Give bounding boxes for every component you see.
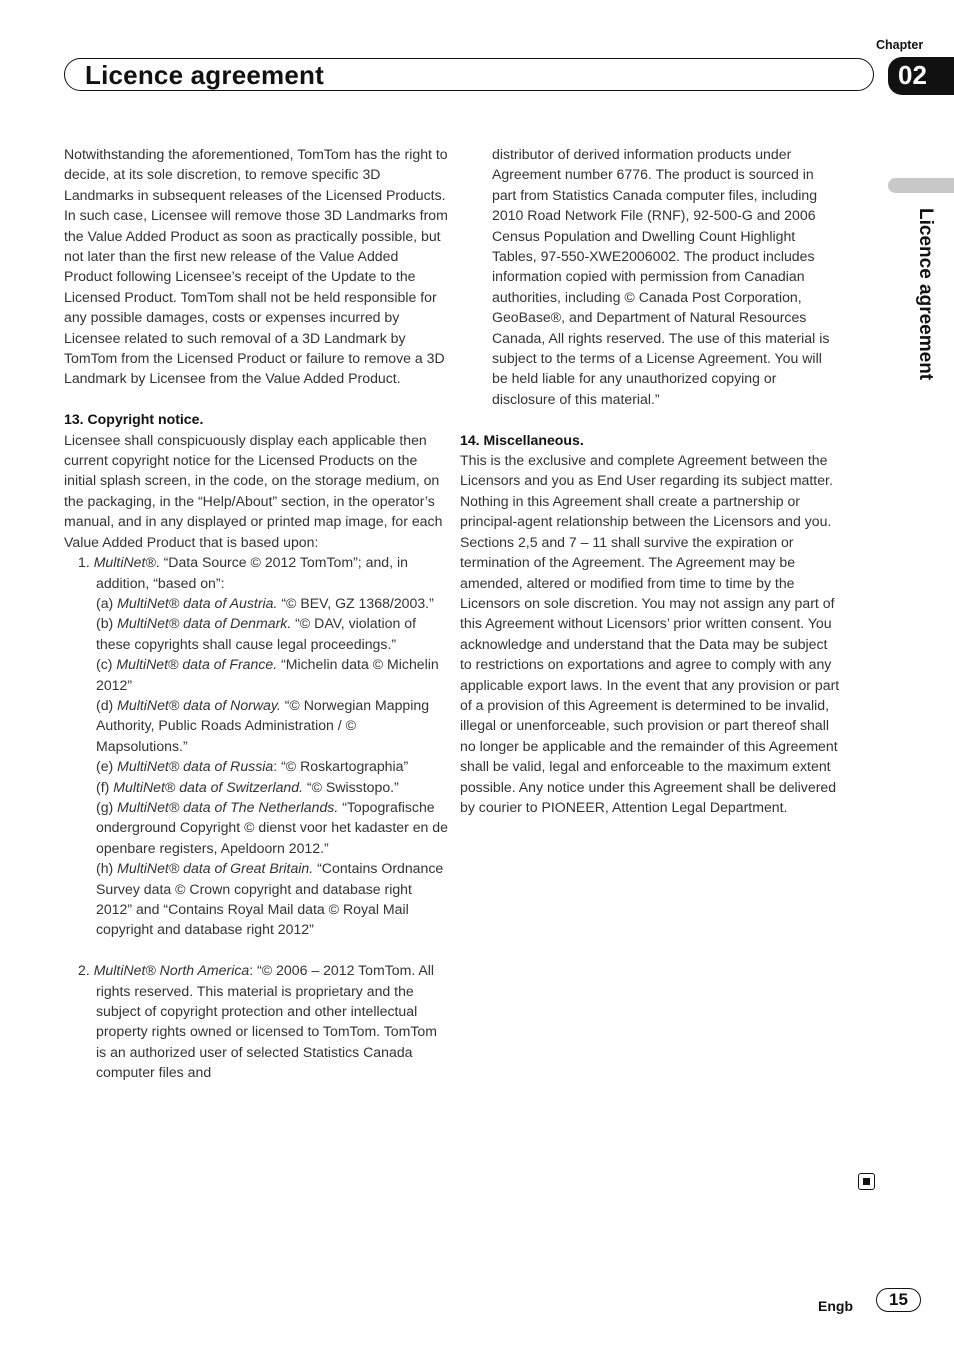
list-item-1-text: . “Data Source © 2012 TomTom”; and, in addition, “based on”:: [96, 554, 408, 591]
end-of-section-icon: [858, 1173, 875, 1190]
chapter-label: Chapter: [876, 38, 924, 52]
subitem-e: (e) MultiNet® data of Russia: “© Roskartographia”: [96, 758, 409, 775]
subitem-a: (a) MultiNet® data of Austria. “© BEV, GZ 1368/2003.”: [96, 594, 434, 611]
item-2-continuation: distributor of derived information products under Agreement number 6776. The product is sourced in part from Statistics Canada computer files, including 2010 Road Network File (RNF), 92-500-G and 2006 Census Population and Dwelling Count Highlight Tables, 97-550-XWE2006002. The product includes information copied with permission from Canadian authorities, including © Canada Post Corporation, GeoBase®, and Department of Natural Resources Canada, All rights reserved. The use of this material is subject to the terms of a License Agreement. You will be held liable for any unauthorized copying or disclosure of this material.”: [492, 146, 830, 407]
subitem-h: (h) MultiNet® data of Great Britain. “Contains Ordnance Survey data © Crown copyright and database right 2012” and “Contains Royal Mail data © Royal Mail copyright and database right 2012”: [96, 860, 444, 938]
right-column: [460, 144, 840, 817]
subitem-d: (d) MultiNet® data of Norway. “© Norwegian Mapping Authority, Public Roads Administration / © Mapsolutions.”: [96, 696, 430, 754]
section-13-body: Licensee shall conspicuously display each applicable then current copyright notice for the Licensed Products on the initial splash screen, in the code, on the storage medium, on the packaging, in the “Help/About” section, in the operator’s manual, and in any displayed or printed map image, for each Value Added Product that is based upon:: [64, 431, 443, 550]
subitem-g: (g) MultiNet® data of The Netherlands. “Topografische onderground Copyright © dienst voor het kadaster en de openbare registers, Apeldoorn 2012.”: [96, 798, 448, 856]
page-title-bar: [64, 58, 874, 91]
section-13-heading: 13. Copyright notice.: [64, 411, 204, 428]
chapter-number: 02: [898, 60, 927, 90]
list-item-2: [64, 960, 448, 1082]
section-14-body: This is the exclusive and complete Agreement between the Licensors and you as End User regarding its subject matter. Nothing in this Agreement shall create a partnership or principal-agent relationship between the Licensors and you. Sections 2,5 and 7 – 11 shall survive the expiration or termination of the Agreement. The Agreement may be amended, altered or modified from time to time by the Licensors on sole discretion. You may not assign any part of this Agreement without Licensors’ prior written consent. You acknowledge and understand that the Data may be subject to restrictions on exportations and agree to comply with any applicable export laws. In the event that any provision or part of a provision of this Agreement is determined to be invalid, illegal or unenforceable, such provision or part thereof shall no longer be applicable and the remainder of this Agreement shall be valid, legal and enforceable to the maximum extent possible. Any notice under this Agreement shall be delivered by courier to PIONEER, Attention Legal Department.: [460, 452, 840, 815]
left-column: [64, 144, 448, 1083]
list-item-1-subitems: [64, 593, 448, 940]
list-item-2-name: MultiNet® North America: [93, 962, 250, 979]
chapter-tab: [888, 57, 954, 95]
page-title: Licence agreement: [85, 60, 324, 90]
list-item-1-number: 1.: [78, 554, 90, 571]
subitem-f: (f) MultiNet® data of Switzerland. “© Swisstopo.”: [96, 778, 399, 795]
side-section-label: Licence agreement: [915, 208, 936, 381]
list-item-2-number: 2.: [78, 962, 90, 979]
subitem-c: (c) MultiNet® data of France. “Michelin data © Michelin 2012”: [96, 656, 439, 693]
side-tab-marker: [888, 178, 954, 193]
page-number: 15: [876, 1288, 921, 1312]
list-item-1: [64, 552, 448, 593]
language-code: Engb: [818, 1298, 853, 1314]
list-item-2-text: : “© 2006 – 2012 TomTom. All rights reserved. This material is proprietary and the subject of copyright protection and other intellectual property rights owned or licensed to TomTom. TomTom is an authorized user of selected Statistics Canada computer files and: [96, 962, 438, 1081]
subitem-b: (b) MultiNet® data of Denmark. “© DAV, violation of these copyrights shall cause legal proceedings.”: [96, 615, 417, 652]
section-14-heading: 14. Miscellaneous.: [460, 431, 584, 448]
list-item-1-name: MultiNet®: [93, 554, 156, 571]
intro-paragraph: Notwithstanding the aforementioned, TomTom has the right to decide, at its sole discretion, to remove specific 3D Landmarks in subsequent releases of the Licensed Products. In such case, Licensee will remove those 3D Landmarks from the Value Added Product as soon as practically possible, but not later than the first new release of the Value Added Product following Licensee’s receipt of the Update to the Licensed Product. TomTom shall not be held responsible for any possible damages, costs or expenses incurred by Licensee related to such removal of a 3D Landmark by TomTom from the Licensed Product or failure to remove a 3D Landmark by Licensee from the Value Added Product.: [64, 146, 448, 387]
